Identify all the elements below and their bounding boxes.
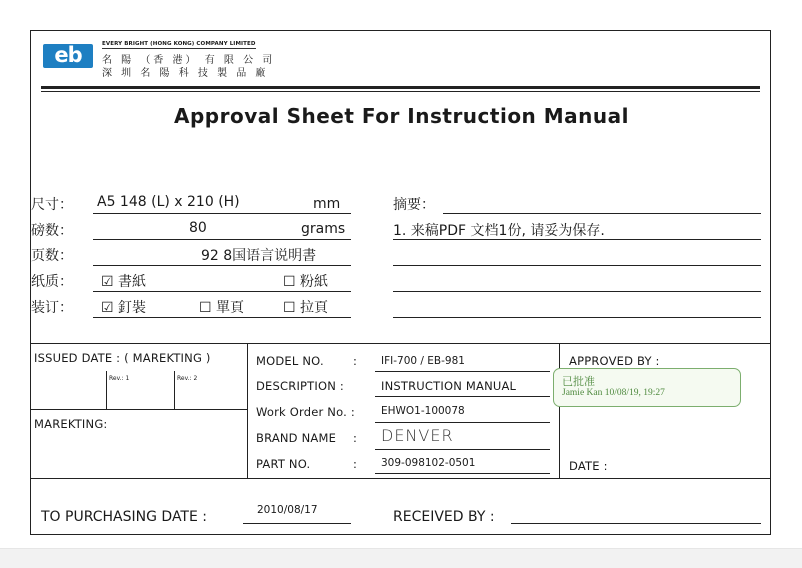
brand-underline — [375, 449, 550, 450]
purchasing-date-underline — [243, 523, 351, 524]
rev-1-label: Rev.: 1 — [109, 375, 130, 382]
rev-2-label: Rev.: 2 — [177, 375, 198, 382]
size-unit: mm — [313, 196, 341, 212]
marketing-label: MAREKTING: — [34, 417, 108, 431]
weight-label: 磅数： — [31, 223, 73, 239]
description-value: INSTRUCTION MANUAL — [381, 379, 517, 393]
summary-underline-1 — [393, 239, 761, 240]
binding-label: 装订： — [31, 300, 73, 316]
summary-label: 摘要： — [393, 197, 435, 213]
stamp-status: 已批准 — [562, 375, 595, 388]
marketing-row-border — [31, 409, 247, 410]
company-name-en: EVERY BRIGHT (HONG KONG) COMPANY LIMITED — [102, 41, 256, 47]
part-label: PART NO. — [256, 457, 311, 471]
company-name-zh-2: 深 圳 名 陽 科 技 製 品 廠 — [102, 68, 269, 79]
table-bottom-border — [31, 478, 770, 479]
paper-underline — [93, 291, 351, 292]
summary-line-1: 1. 来稿PDF 文档1份, 请妥为保存. — [393, 223, 605, 239]
binding-option-single-checkbox[interactable]: ☐ 單頁 — [199, 300, 245, 316]
header-rule-thick — [41, 86, 760, 89]
weight-underline — [93, 239, 351, 240]
company-name-zh-1: 名 陽 （香 港） 有 限 公 司 — [102, 55, 276, 66]
pages-label: 页数： — [31, 248, 73, 264]
summary-underline-0 — [443, 213, 761, 214]
model-label: MODEL NO. — [256, 354, 324, 368]
purchasing-date-value: 2010/08/17 — [257, 504, 318, 516]
summary-underline-4 — [393, 317, 761, 318]
binding-option-foldout-checkbox[interactable]: ☐ 拉頁 — [283, 300, 329, 316]
size-underline — [93, 213, 351, 214]
paper-option-coated-checkbox[interactable]: ☐ 粉紙 — [283, 274, 329, 290]
rev-divider-1 — [106, 371, 107, 409]
pages-value: 92 8国语言说明書 — [201, 248, 317, 264]
approval-sheet — [30, 30, 771, 535]
model-underline — [375, 371, 550, 372]
size-label: 尺寸： — [31, 197, 73, 213]
issued-date-label: ISSUED DATE : ( MAREKTING ) — [34, 351, 211, 365]
rev-divider-2 — [174, 371, 175, 409]
bottom-strip — [0, 548, 802, 568]
work-order-value: EHWO1-100078 — [381, 405, 465, 417]
company-logo: eb — [43, 44, 93, 68]
paper-label: 纸质： — [31, 274, 73, 290]
model-colon: : — [353, 354, 358, 368]
paper-option-book-checkbox[interactable]: ☑ 書紙 — [101, 274, 147, 290]
binding-underline — [93, 317, 351, 318]
weight-value: 80 — [189, 220, 207, 236]
brand-colon: : — [353, 431, 358, 445]
part-value: 309-098102-0501 — [381, 457, 476, 469]
approval-stamp — [553, 368, 741, 407]
table-divider-1 — [247, 343, 248, 478]
size-value: A5 148 (L) x 210 (H) — [97, 194, 240, 210]
table-divider-2 — [559, 343, 560, 478]
weight-unit: grams — [301, 221, 346, 237]
summary-underline-3 — [393, 291, 761, 292]
purchasing-date-label: TO PURCHASING DATE : — [41, 509, 207, 525]
page-title: Approval Sheet For Instruction Manual — [174, 104, 629, 128]
received-by-underline — [511, 523, 761, 524]
approved-by-label: APPROVED BY : — [569, 354, 660, 368]
work-order-label: Work Order No. : — [256, 405, 355, 419]
binding-option-staple-checkbox[interactable]: ☑ 釘裝 — [101, 300, 147, 316]
stamp-signature: Jamie Kan 10/08/19, 19:27 — [562, 388, 665, 398]
table-top-border — [31, 343, 770, 344]
part-colon: : — [353, 457, 358, 471]
summary-underline-2 — [393, 265, 761, 266]
description-label: DESCRIPTION : — [256, 379, 344, 393]
pages-underline — [93, 265, 351, 266]
date-label: DATE : — [569, 459, 608, 473]
model-value: IFI-700 / EB-981 — [381, 355, 465, 367]
received-by-label: RECEIVED BY : — [393, 509, 495, 525]
part-underline — [375, 473, 550, 474]
header-rule-thin — [41, 91, 760, 92]
description-underline — [375, 396, 550, 397]
work-order-underline — [375, 422, 550, 423]
brand-label: BRAND NAME — [256, 431, 337, 445]
brand-value: DENVER — [381, 426, 454, 445]
